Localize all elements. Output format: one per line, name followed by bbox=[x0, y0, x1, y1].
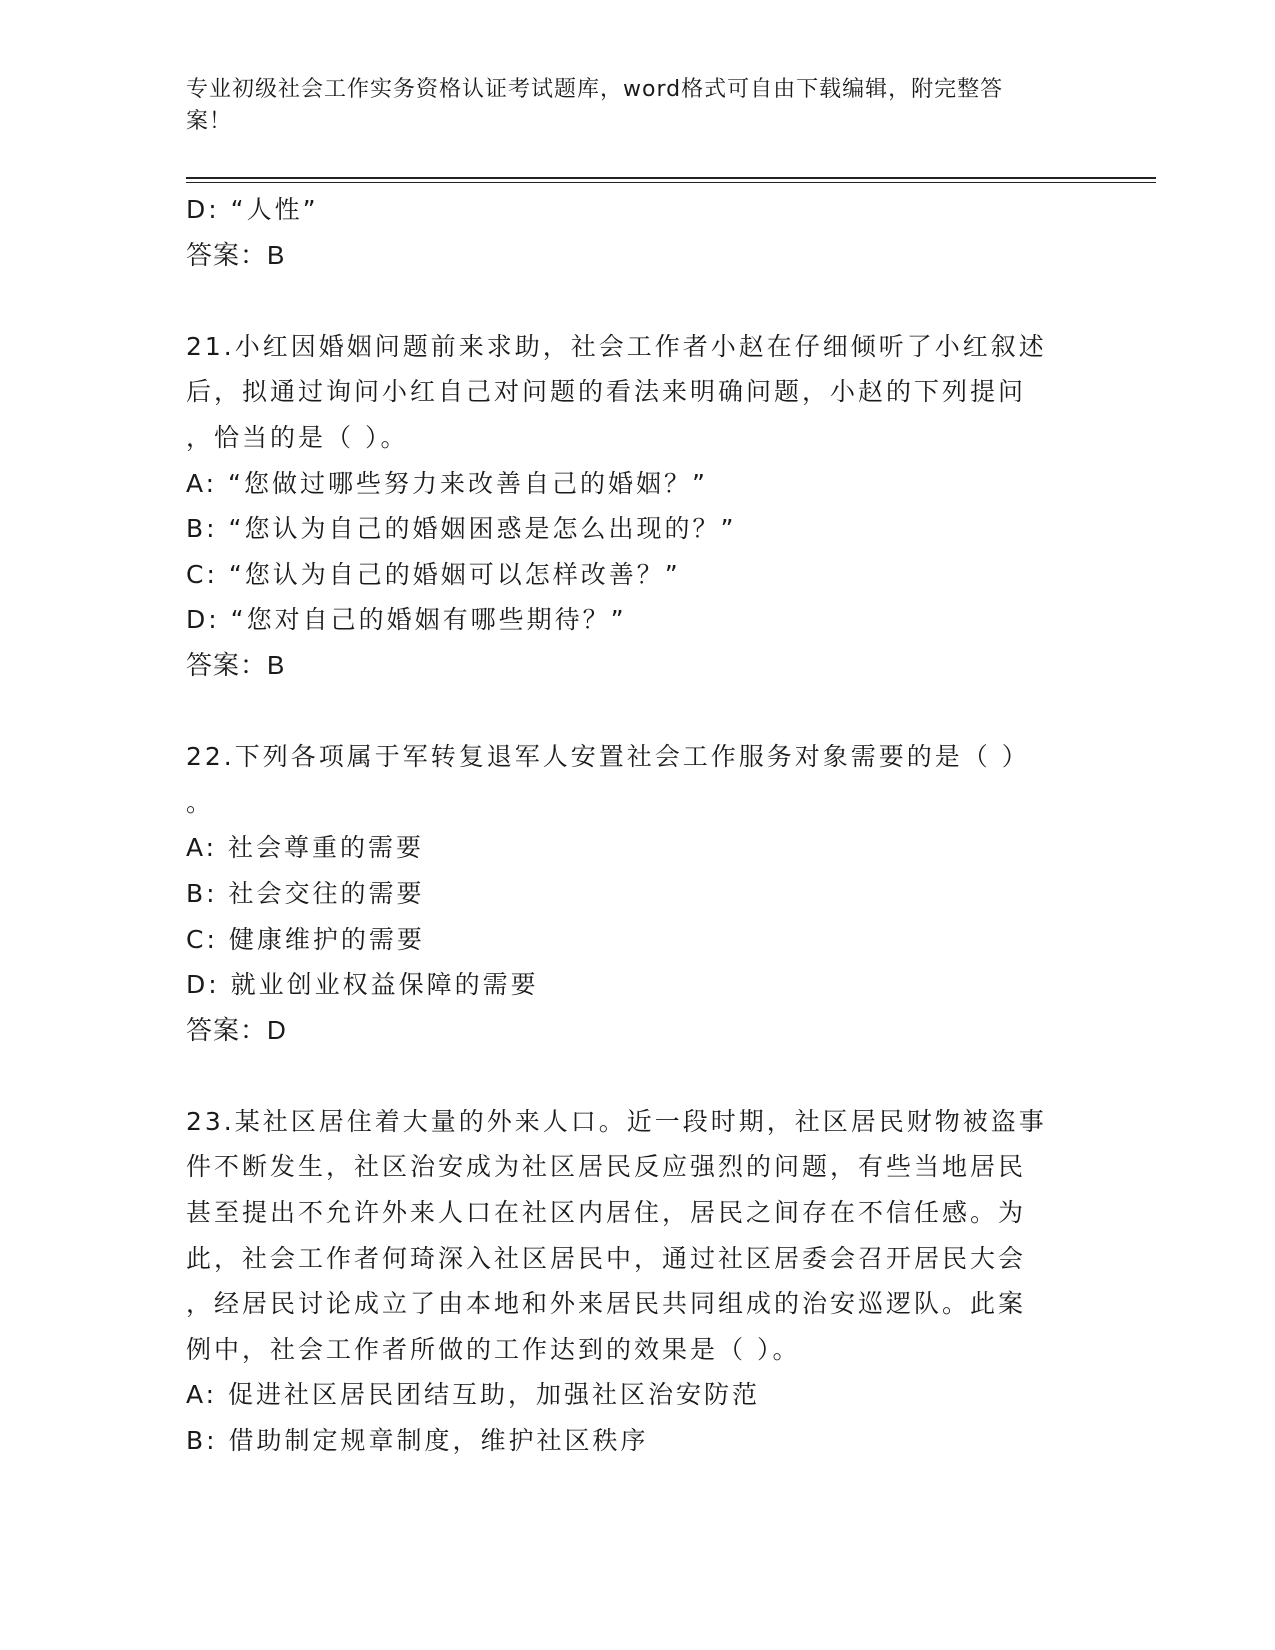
question-content bbox=[186, 187, 1086, 1464]
header-rule-thin bbox=[186, 182, 1156, 183]
option-c: C: 健康维护的需要 bbox=[186, 924, 425, 954]
question-text-line: 此，社会工作者何琦深入社区居民中，通过社区居委会召开居民大会 bbox=[186, 1243, 1027, 1273]
option-b: B: “您认为自己的婚姻困惑是怎么出现的？” bbox=[186, 514, 737, 544]
answer: 答案：D bbox=[186, 1014, 287, 1045]
question-text-line: 例中，社会工作者所做的工作达到的效果是（ ）。 bbox=[186, 1334, 801, 1364]
question-text-line: 后，拟通过询问小红自己对问题的看法来明确问题，小赵的下列提问 bbox=[186, 377, 1027, 407]
option-b: B: 社会交往的需要 bbox=[186, 878, 425, 908]
option-d: D: 就业创业权益保障的需要 bbox=[186, 970, 539, 1000]
question-21 bbox=[186, 324, 1086, 689]
question-text-line: 22.下列各项属于军转复退军人安置社会工作服务对象需要的是（ ） bbox=[186, 742, 1030, 772]
option-a: A: 社会尊重的需要 bbox=[186, 833, 425, 863]
document-page bbox=[186, 0, 1156, 1650]
header-line-2: 案！ bbox=[186, 109, 233, 134]
question-text-line: ，经居民讨论成立了由本地和外来居民共同组成的治安巡逻队。此案 bbox=[186, 1289, 1027, 1319]
header-rule-thick bbox=[186, 177, 1156, 179]
question-text-line: 23.某社区居住着大量的外来人口。近一段时期，社区居民财物被盗事 bbox=[186, 1106, 1047, 1136]
question-text-line: 甚至提出不允许外来人口在社区内居住，居民之间存在不信任感。为 bbox=[186, 1198, 1027, 1228]
question-text-line: 。 bbox=[186, 787, 215, 817]
option-d: D: “您对自己的婚姻有哪些期待？” bbox=[186, 605, 627, 635]
option-a: A: 促进社区居民团结互助，加强社区治安防范 bbox=[186, 1380, 761, 1410]
spacer bbox=[186, 689, 1086, 735]
question-23 bbox=[186, 1099, 1086, 1464]
question-22 bbox=[186, 734, 1086, 1053]
spacer bbox=[186, 278, 1086, 324]
header-line-1: 专业初级社会工作实务资格认证考试题库，word格式可自由下载编辑，附完整答 bbox=[186, 77, 1004, 102]
answer: 答案：B bbox=[186, 239, 286, 270]
spacer bbox=[186, 1053, 1086, 1099]
option-b: B: 借助制定规章制度，维护社区秩序 bbox=[186, 1426, 649, 1456]
question-text-line: 21.小红因婚姻问题前来求助，社会工作者小赵在仔细倾听了小红叙述 bbox=[186, 331, 1047, 361]
option-d: D: “人性” bbox=[186, 195, 319, 224]
question-text-line: ，恰当的是（ ）。 bbox=[186, 422, 409, 452]
question-text-line: 件不断发生，社区治安成为社区居民反应强烈的问题，有些当地居民 bbox=[186, 1152, 1027, 1182]
page-header bbox=[186, 74, 1086, 138]
answer: 答案：B bbox=[186, 649, 286, 680]
option-a: A: “您做过哪些努力来改善自己的婚姻？” bbox=[186, 468, 708, 498]
option-c: C: “您认为自己的婚姻可以怎样改善？” bbox=[186, 559, 681, 589]
previous-question-tail bbox=[186, 187, 1086, 278]
